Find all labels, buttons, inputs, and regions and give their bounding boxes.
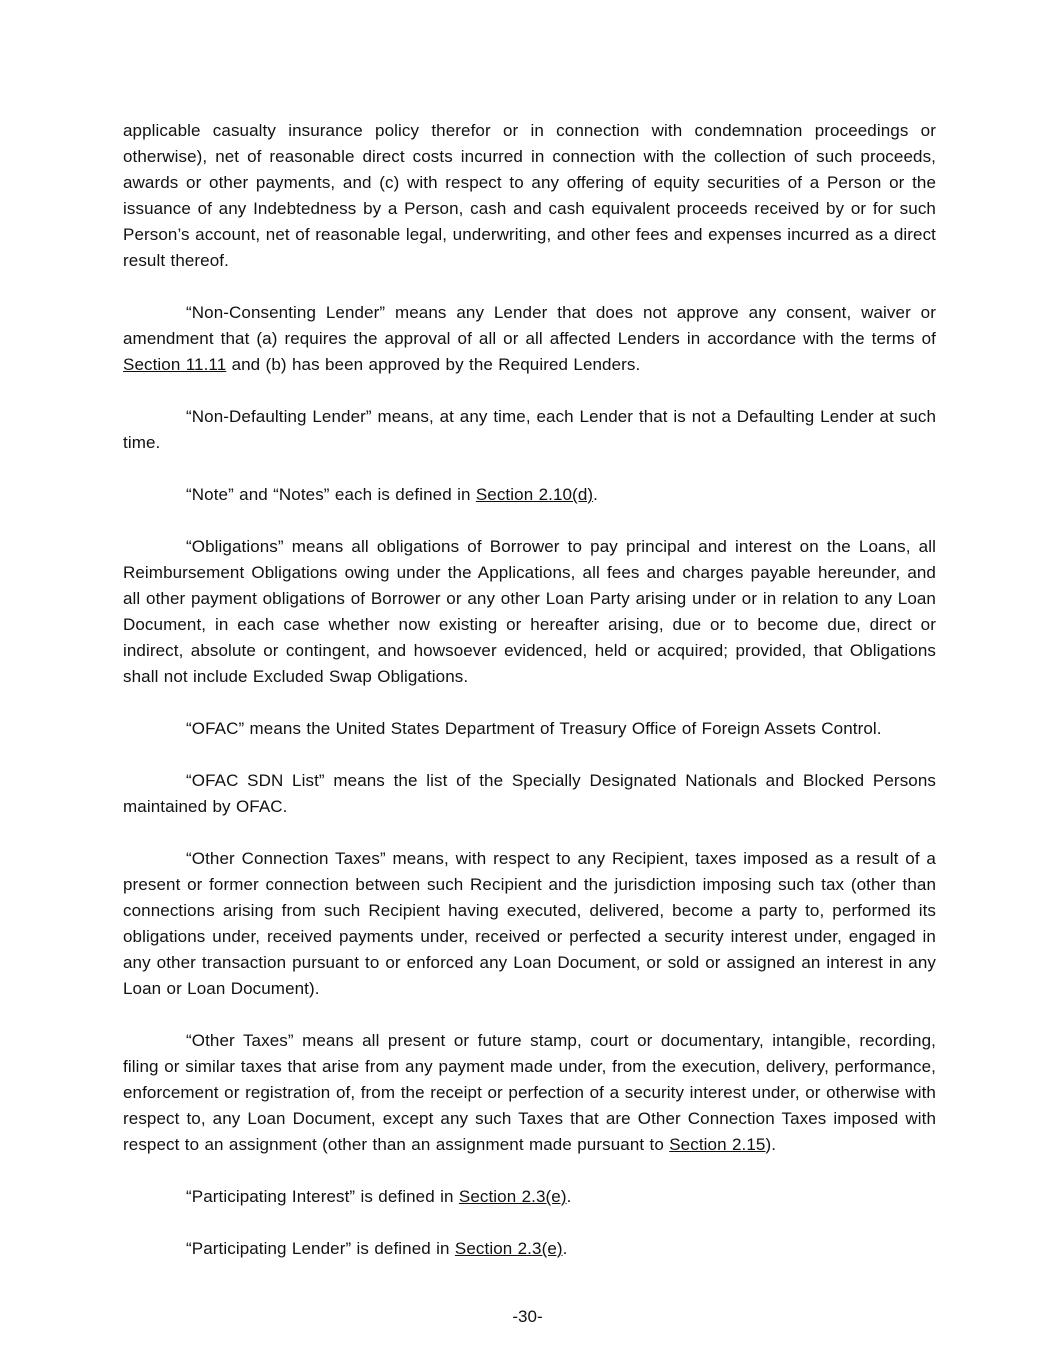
paragraph	[123, 118, 936, 274]
paragraph-text: applicable casualty insurance policy therefor or in connection with condemnation proceedings or otherwise), net of reasonable direct costs incurred in connection with the collection of such proceeds, awards or other payments, and (c) with respect to any offering of equity securities of a Person or the issuance of any Indebtedness by a Person, cash and cash equivalent proceeds received by or for such Person’s account, net of reasonable legal, underwriting, and other fees and expenses incurred as a direct result thereof.	[123, 121, 936, 270]
paragraph-text: “Participating Interest” is defined in	[186, 1187, 459, 1206]
paragraph	[123, 404, 936, 456]
paragraph-text: “Other Connection Taxes” means, with respect to any Recipient, taxes imposed as a result of a present or former connection between such Recipient and the jurisdiction imposing such tax (other than connections arising from such Recipient having executed, delivered, become a party to, performed its obligations under, received payments under, received or perfected a security interest under, engaged in any other transaction pursuant to or enforced any Loan Document, or sold or assigned an interest in any Loan or Loan Document).	[123, 849, 936, 998]
paragraph-text: “OFAC SDN List” means the list of the Specially Designated Nationals and Blocked Persons maintained by OFAC.	[123, 771, 936, 816]
page-body	[123, 118, 936, 1288]
paragraph-text: ).	[765, 1135, 777, 1154]
paragraph-text: “Non-Consenting Lender” means any Lender that does not approve any consent, waiver or amendment that (a) requires the approval of all or all affected Lenders in accordance with the terms of	[123, 303, 936, 348]
paragraph-text: .	[566, 1187, 572, 1206]
paragraph-text: .	[562, 1239, 568, 1258]
section-reference-link[interactable]: Section 2.3(e)	[454, 1239, 563, 1258]
paragraph	[123, 1184, 936, 1210]
paragraph-text: “Obligations” means all obligations of Borrower to pay principal and interest on the Loans, all Reimbursement Obligations owing under the Applications, all fees and charges payable hereunder, and all other payment obligations of Borrower or any other Loan Party arising under or in relation to any Loan Document, in each case whether now existing or hereafter arising, due or to become due, direct or indirect, absolute or contingent, and howsoever evidenced, held or acquired; provided, that Obligations shall not include Excluded Swap Obligations.	[123, 537, 936, 686]
paragraph-text: “OFAC” means the United States Department of Treasury Office of Foreign Assets Control.	[186, 719, 882, 738]
paragraph-text: “Non-Defaulting Lender” means, at any time, each Lender that is not a Defaulting Lender at such time.	[123, 407, 936, 452]
paragraph	[123, 716, 936, 742]
paragraph	[123, 1028, 936, 1158]
paragraph-text: “Other Taxes” means all present or future stamp, court or documentary, intangible, recording, filing or similar taxes that arise from any payment made under, from the execution, delivery, performance, enforcement or registration of, from the receipt or perfection of a security interest under, or otherwise with respect to, any Loan Document, except any such Taxes that are Other Connection Taxes imposed with respect to an assignment (other than an assignment made pursuant to	[123, 1031, 936, 1154]
section-reference-link[interactable]: Section 2.3(e)	[458, 1187, 567, 1206]
section-reference-link[interactable]: Section 2.15	[669, 1135, 766, 1154]
paragraph	[123, 846, 936, 1002]
paragraph	[123, 534, 936, 690]
paragraph-text: “Participating Lender” is defined in	[186, 1239, 455, 1258]
paragraph	[123, 1236, 936, 1262]
page-number: -30-	[512, 1307, 543, 1326]
paragraph	[123, 300, 936, 378]
paragraph-text: and (b) has been approved by the Required Lenders.	[226, 355, 641, 374]
paragraph-text: .	[593, 485, 598, 504]
paragraph	[123, 482, 936, 508]
paragraph-text: “Note” and “Notes” each is defined in	[186, 485, 476, 504]
section-reference-link[interactable]: Section 11.11	[123, 355, 227, 374]
paragraph	[123, 768, 936, 820]
section-reference-link[interactable]: Section 2.10(d)	[475, 485, 594, 504]
